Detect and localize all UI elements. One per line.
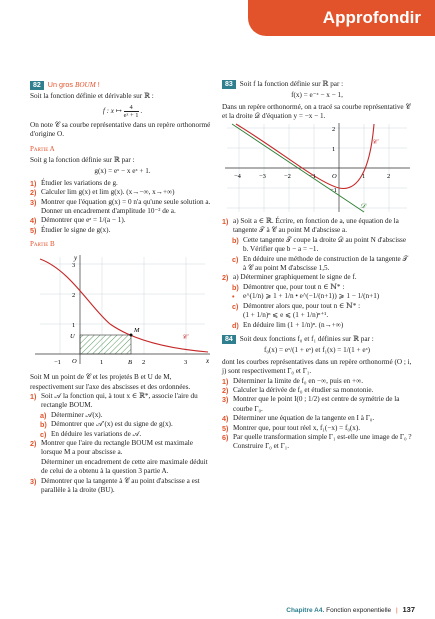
part-a-heading: Partie A [30, 144, 55, 153]
exercise-number: 83 [222, 80, 236, 89]
x-tick-neg4: −4 [234, 172, 241, 180]
question-item [222, 273, 412, 282]
question-item [222, 217, 412, 236]
question-text: En déduire lim (1 + 1/n)ⁿ. (n→+∞) [243, 320, 344, 329]
exercise-number: 82 [30, 81, 44, 90]
x-tick-1: 1 [100, 358, 104, 366]
question-text: Calculer la dérivée de f₀ et étudier sa monotonie. [233, 385, 374, 394]
question-number: b) [232, 235, 239, 245]
question-number: 4) [30, 216, 37, 226]
question-text: Étudier le signe de g(x). [41, 225, 111, 234]
x-axis-label: x [206, 356, 210, 365]
page-footer [286, 605, 415, 614]
banner-title: Approfondir [322, 8, 421, 27]
part-a-questions [30, 179, 215, 235]
question-text: Déterminer une équation de la tangente en I à Γ₀. [233, 414, 375, 423]
ex83-questions [222, 217, 412, 330]
y-tick-1: 1 [72, 321, 76, 329]
question-item [30, 420, 215, 429]
g-intro: Soit g la fonction définie sur ℝ par : [30, 156, 135, 165]
y-tick-2: 2 [72, 291, 76, 299]
question-item [30, 411, 215, 420]
label-u: U [70, 332, 75, 340]
exercise-title: Un gros BOUM ! [47, 80, 100, 89]
question-item [222, 414, 412, 423]
question-item [222, 386, 412, 395]
question-text: Démontrer que la tangente à 𝒞 au point d'abscisse a est parallèle à la droite (BU). [41, 476, 200, 494]
y-tick-2: 2 [332, 125, 336, 133]
question-text: Calculer lim g(x) et lim g(x). (x→−∞, x→+∞) [41, 188, 175, 197]
question-number [232, 311, 240, 320]
question-text: Cette tangente 𝒯 coupe la droite 𝒟 au point N d'abscisse b. Vérifier que b − a = −1. [243, 235, 407, 254]
question-number: • [232, 292, 235, 302]
question-number: c) [232, 301, 239, 311]
ex83-intro: Soit f la fonction définie sur ℝ par : [239, 80, 344, 88]
question-item [30, 216, 215, 225]
question-item [30, 207, 215, 216]
question-text: Montrer que le point I(0 ; 1/2) est centre de symétrie de la courbe Γ₀. [233, 395, 400, 413]
boum-graph [30, 252, 215, 370]
question-number: 3) [222, 395, 229, 405]
question-item [222, 321, 412, 330]
y-axis-label: y [74, 253, 78, 262]
section-banner [248, 0, 435, 36]
question-number: 2) [30, 438, 37, 448]
question-text: (1 + 1/n)ⁿ ⩽ e ⩽ (1 + 1/n)ⁿ⁺¹. [243, 311, 329, 320]
question-item [222, 292, 412, 301]
question-text: Soit 𝒜 la fonction qui, à tout x ∈ ℝ*, associe l'aire du rectangle BOUM. [41, 391, 198, 410]
y-tick-1: 1 [332, 145, 336, 153]
question-item [30, 188, 215, 197]
exercise-82-header [30, 80, 215, 90]
exercise-83-header [222, 80, 412, 89]
y-tick-3: 3 [72, 261, 76, 269]
question-text: Démontrer que, pour tout n ∈ ℕ* : [243, 282, 345, 291]
question-number: 3) [30, 197, 37, 207]
question-number: a) [40, 410, 47, 420]
y-tick-neg1: −1 [330, 186, 337, 194]
ex84-text: dont les courbes représentatives dans un repère orthonormé (O ; i, j) sont respectivement Γ₀ et Γ₁. [222, 357, 412, 376]
question-number: 2) [30, 188, 37, 198]
question-text: Déterminer la limite de f₀ en −∞, puis en +∞. [233, 376, 364, 385]
exercise-number: 84 [222, 335, 236, 344]
question-item [222, 395, 412, 414]
page-number: 137 [402, 605, 415, 614]
question-text: En déduire une méthode de construction de la tangente 𝒯 à 𝒞 au point M d'abscisse 1,5. [243, 254, 408, 273]
question-text: a) Soit a ∈ ℝ. Écrire, en fonction de a, une équation de la tangente 𝒯 à 𝒞 au point M d'abscisse a. [233, 217, 399, 235]
right-column [222, 80, 412, 452]
question-text: Déterminer un encadrement de cette aire maximale déduit de celui de a obtenu à la question 3 partie A. [41, 457, 208, 476]
question-item [222, 311, 412, 320]
label-m: M [134, 326, 140, 334]
question-item [30, 477, 215, 496]
ex82-curve-text: On note 𝒞 sa courbe représentative dans un repère orthonormé d'origine O. [30, 120, 211, 139]
part-b-heading: Partie B [30, 240, 55, 249]
label-b: B [128, 358, 132, 366]
question-number: 2) [222, 385, 229, 395]
question-text: a) Déterminer graphiquement le signe de f. [233, 273, 357, 282]
question-text: Montrer que l'aire du rectangle BOUM est maximale lorsque M a pour abscisse a. [41, 438, 193, 457]
question-number: 5) [222, 423, 229, 433]
x-tick-2: 2 [387, 172, 391, 180]
ex84-questions [222, 377, 412, 452]
label-o: O [332, 172, 337, 180]
x-tick-neg1: −1 [54, 358, 61, 366]
question-number: c) [232, 254, 239, 264]
question-number: 2) [222, 273, 229, 283]
curve-label: 𝒞 [182, 332, 188, 341]
question-item [30, 226, 215, 235]
question-item [30, 430, 215, 439]
question-item [222, 424, 412, 433]
question-text: Montrer que l'équation g(x) = 0 n'a qu'une seule solution a. [41, 197, 211, 206]
curve-label: 𝒞 [372, 137, 378, 146]
part-b-questions [30, 392, 215, 495]
question-item [30, 392, 215, 411]
question-item [30, 198, 215, 207]
ex83-function-def: f(x) = e⁻ˣ − x − 1, [291, 91, 343, 100]
x-tick-2: 2 [142, 358, 146, 366]
question-text: Donner un encadrement d'amplitude 10⁻² de a. [41, 207, 176, 216]
question-number: b) [40, 420, 47, 430]
ex84-definitions: f₀(x) = eˣ/(1 + eˣ) et f₁(x) = 1/(1 + eˣ) [263, 346, 371, 355]
question-item [222, 433, 412, 452]
question-text: En déduire les variations de 𝒜. [51, 429, 142, 438]
label-o: O [72, 357, 77, 365]
question-number: 1) [30, 178, 37, 188]
question-item [222, 255, 412, 274]
question-text: Étudier les variations de g. [41, 178, 118, 187]
question-number: 1) [222, 376, 229, 386]
ex84-intro: Soit deux fonctions f₀ et f₁ définies sur ℝ par : [239, 334, 374, 343]
question-number [30, 207, 38, 216]
line-label: 𝒟 [360, 201, 366, 210]
question-item [222, 236, 412, 255]
question-text: Par quelle transformation simple Γ₁ est-elle une image de Γ₀ ? Construire Γ₀ et Γ₁. [233, 432, 412, 451]
x-tick-1: 1 [362, 172, 366, 180]
question-number: 3) [30, 476, 37, 486]
question-number: 1) [30, 391, 37, 401]
question-item [222, 302, 412, 311]
question-text: Démontrer alors que, pour tout n ∈ ℕ* : [243, 301, 361, 310]
question-item [30, 439, 215, 458]
part-b-intro: Soit M un point de 𝒞 et les projetés B et U de M, respectivement sur l'axe des abscisses et des ordonnées. [30, 373, 191, 391]
x-tick-3: 3 [184, 358, 188, 366]
boum-rectangle [80, 335, 131, 354]
footer-separator: | [395, 607, 398, 614]
question-text: Démontrer que 𝒜′(x) est du signe de g(x). [51, 420, 173, 429]
question-number [30, 458, 38, 477]
ex82-function-def: f : x ↦ $\frac{4}{\text{eˣ + 1}}$ . [102, 103, 143, 119]
ex82-intro: Soit la fonction définie et dérivable sur ℝ : [30, 92, 154, 101]
question-text: Montrer que, pour tout réel x, f₁(−x) = f₀(x). [233, 423, 361, 432]
exercise-84-header [222, 335, 412, 344]
footer-title: Fonction exponentielle [326, 607, 392, 614]
x-tick-neg2: −2 [284, 172, 291, 180]
ex83-text: Dans un repère orthonormé, on a tracé sa courbe représentative 𝒞 et la droite 𝒟 d'équation y = −x − 1. [222, 102, 411, 121]
question-number: 1) [222, 217, 229, 227]
ex83-graph [222, 122, 412, 214]
question-item [222, 377, 412, 386]
question-number: b) [232, 282, 239, 292]
point-m [130, 333, 133, 336]
footer-chapter: Chapitre A4. [286, 607, 325, 614]
left-column [30, 80, 215, 495]
question-number: 4) [222, 414, 229, 424]
x-tick-neg1: −1 [309, 172, 316, 180]
question-item [30, 179, 215, 188]
question-text: Démontrer que eᵃ = 1/(a − 1). [41, 216, 126, 225]
question-number: d) [232, 320, 239, 330]
question-text: e^(1/n) ⩾ 1 + 1/n • e^(−1/(n+1)) ⩾ 1 − 1/(n+1) [243, 292, 380, 301]
question-number: 6) [222, 432, 229, 442]
question-text: Déterminer 𝒜(x). [51, 410, 103, 419]
x-tick-neg3: −3 [259, 172, 266, 180]
question-number: c) [40, 429, 47, 439]
question-number: 5) [30, 225, 37, 235]
question-item [30, 458, 215, 477]
question-item [222, 283, 412, 292]
g-definition: g(x) = eˣ − x eˣ + 1. [94, 167, 151, 176]
curve-c [236, 124, 374, 188]
